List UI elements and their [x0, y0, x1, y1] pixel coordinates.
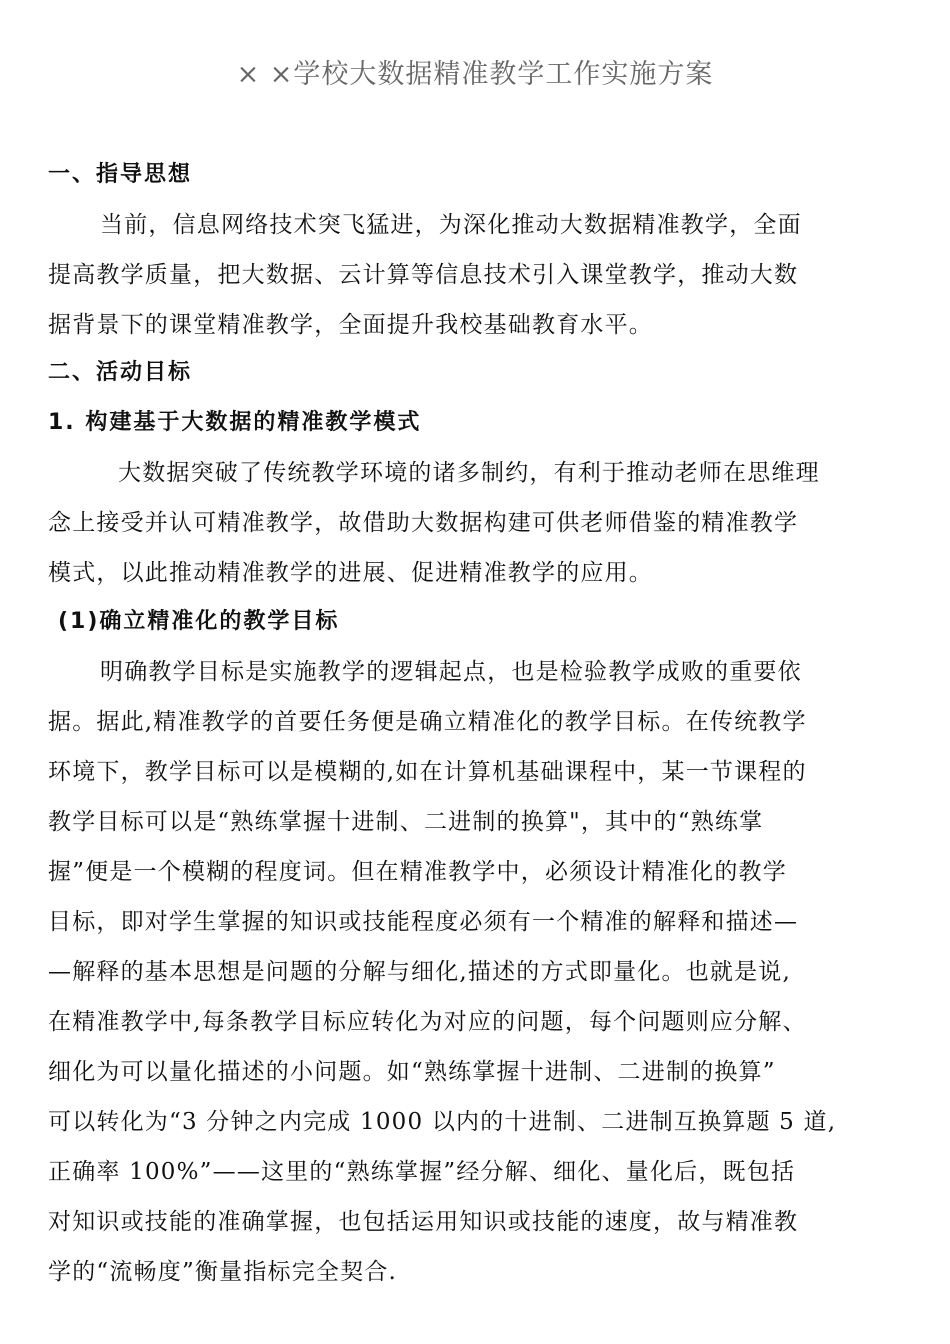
paragraph-line: 目标，即对学生掌握的知识或技能程度必须有一个精准的解释和描述—	[48, 909, 799, 935]
paragraph-line: 念上接受并认可精准教学，故借助大数据构建可供老师借鉴的精准教学	[48, 510, 799, 536]
paragraph-line: 据。据此,精准教学的首要任务便是确立精准化的教学目标。在传统教学	[48, 709, 807, 735]
paragraph-line: 对知识或技能的准确掌握，也包括运用知识或技能的速度，故与精准教	[48, 1209, 799, 1235]
section-heading-guiding-ideology: 一、指导思想	[48, 162, 193, 187]
paragraph-line: —解释的基本思想是问题的分解与细化,描述的方式即量化。也就是说,	[48, 959, 792, 985]
paragraph-line: 学的“流畅度”衡量指标完全契合.	[48, 1259, 398, 1285]
paragraph-line: 据背景下的课堂精准教学，全面提升我校基础教育水平。	[48, 312, 653, 338]
paragraph-line: 大数据突破了传统教学环境的诸多制约，有利于推动老师在思维理	[118, 460, 820, 486]
document-title: × ×学校大数据精准教学工作实施方案	[236, 59, 714, 90]
paragraph-line: 明确教学目标是实施教学的逻辑起点，也是检验教学成败的重要依	[100, 659, 802, 685]
subsection-heading-model: 1. 构建基于大数据的精准教学模式	[48, 410, 422, 435]
paragraph-line: 提高教学质量，把大数据、云计算等信息技术引入课堂教学，推动大数	[48, 262, 799, 288]
paragraph-line: 教学目标可以是“熟练掌握十进制、二进制的换算"，其中的“熟练掌	[48, 809, 764, 835]
section-heading-activity-goals: 二、活动目标	[48, 360, 193, 385]
paragraph-line: 正确率 100%”——这里的“熟练掌握”经分解、细化、量化后，既包括	[48, 1159, 796, 1185]
paragraph-line: 环境下，教学目标可以是模糊的,如在计算机基础课程中，某一节课程的	[48, 759, 807, 785]
paragraph-line: 可以转化为“3 分钟之内完成 1000 以内的十进制、二进制互换算题 5 道,	[48, 1109, 837, 1135]
paragraph-line: 握”便是一个模糊的程度词。但在精准教学中，必须设计精准化的教学	[48, 859, 787, 885]
subsection-heading-goal: (1)确立精准化的教学目标	[58, 609, 340, 634]
paragraph-line: 在精准教学中,每条教学目标应转化为对应的问题，每个问题则应分解、	[48, 1009, 807, 1035]
paragraph-line: 细化为可以量化描述的小问题。如“熟练掌握十进制、二进制的换算”	[48, 1059, 776, 1085]
paragraph-line: 模式，以此推动精准教学的进展、促进精准教学的应用。	[48, 560, 653, 586]
paragraph-line: 当前，信息网络技术突飞猛进，为深化推动大数据精准教学，全面	[100, 212, 802, 238]
